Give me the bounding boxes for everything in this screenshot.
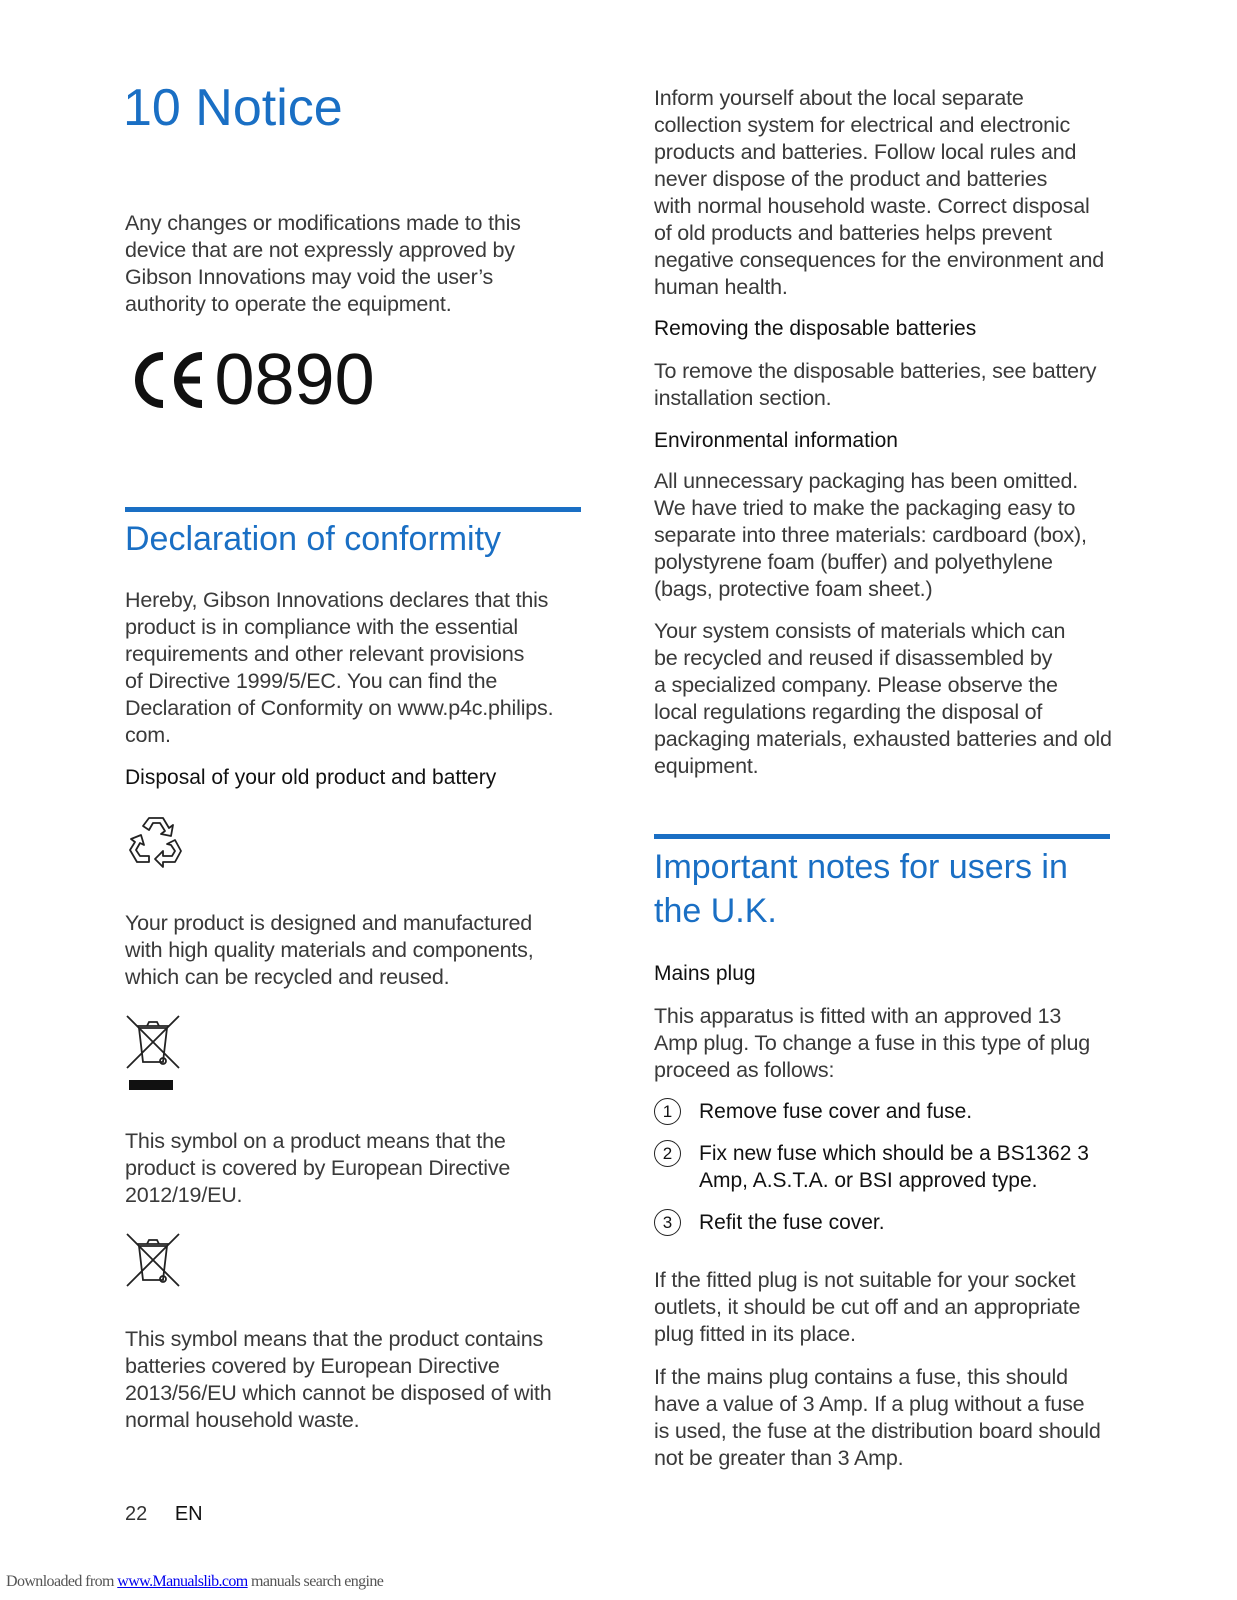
text-line: a specialized company. Please observe the	[654, 673, 1058, 697]
section-divider	[654, 834, 1110, 839]
text-line: of Directive 1999/5/EC. You can find the	[125, 669, 498, 693]
text-line: com.	[125, 723, 171, 747]
text-line: 2012/19/EU.	[125, 1183, 243, 1207]
fuse-paragraph	[654, 1364, 1101, 1472]
page-number: 22	[125, 1503, 148, 1525]
text-line: authority to operate the equipment.	[125, 292, 452, 316]
text-line: batteries covered by European Directive	[125, 1354, 500, 1378]
text-line: To remove the disposable batteries, see battery	[654, 359, 1097, 383]
step-3	[654, 1209, 885, 1236]
removing-paragraph	[654, 358, 1096, 412]
text-line: This symbol on a product means that the	[125, 1129, 506, 1153]
step-text	[699, 1209, 885, 1236]
text-line: polystyrene foam (buffer) and polyethylene	[654, 550, 1053, 574]
text-line: Amp, A.S.T.A. or BSI approved type.	[699, 1169, 1038, 1192]
step-2	[654, 1140, 1089, 1194]
text-line: with normal household waste. Correct disposal	[654, 194, 1090, 218]
socket-paragraph	[654, 1267, 1080, 1348]
text-line: Inform yourself about the local separate	[654, 86, 1024, 110]
step-text	[699, 1140, 1089, 1194]
text-line: Remove fuse cover and fuse.	[699, 1100, 973, 1123]
text-line: which can be recycled and reused.	[125, 965, 450, 989]
section-divider	[125, 507, 581, 512]
text-line: equipment.	[654, 754, 759, 778]
battery-paragraph	[125, 1326, 551, 1434]
download-watermark	[6, 1573, 383, 1591]
step-text	[699, 1098, 972, 1125]
text-line: Hereby, Gibson Innovations declares that this	[125, 588, 549, 612]
text-line: products and batteries. Follow local rules and	[654, 140, 1077, 164]
recycle-icon	[127, 814, 185, 870]
text-line: not be greater than 3 Amp.	[654, 1446, 904, 1470]
text-line: plug fitted in its place.	[654, 1322, 856, 1346]
removing-batteries-heading: Removing the disposable batteries	[654, 317, 977, 340]
watermark-prefix: Downloaded from	[6, 1573, 118, 1590]
text-line: packaging materials, exhausted batteries and old	[654, 727, 1112, 751]
text-line: This symbol means that the product contains	[125, 1327, 544, 1351]
text-line: the U.K.	[654, 892, 777, 930]
manualslib-link[interactable]: www.Manualslib.com	[117, 1573, 248, 1590]
text-line: Fix new fuse which should be a BS1362 3	[699, 1142, 1089, 1165]
text-line: is used, the fuse at the distribution board should	[654, 1419, 1101, 1443]
mains-plug-heading: Mains plug	[654, 962, 756, 985]
text-line: human health.	[654, 275, 788, 299]
text-line: Refit the fuse cover.	[699, 1211, 885, 1234]
declaration-heading: Declaration of conformity	[125, 520, 502, 558]
text-line: product is in compliance with the essential	[125, 615, 518, 639]
battery-bin-icon	[125, 1232, 181, 1288]
disposal-heading: Disposal of your old product and battery	[125, 766, 497, 789]
text-line: of old products and batteries helps prevent	[654, 221, 1052, 245]
mains-paragraph	[654, 1003, 1090, 1084]
text-line: product is covered by European Directive	[125, 1156, 511, 1180]
materials-paragraph	[654, 618, 1112, 780]
step-number: 1	[654, 1098, 681, 1125]
text-line: have a value of 3 Amp. If a plug without a fuse	[654, 1392, 1085, 1416]
text-line: device that are not expressly approved by	[125, 238, 515, 262]
text-line: outlets, it should be cut off and an appropriate	[654, 1295, 1081, 1319]
text-line: local regulations regarding the disposal of	[654, 700, 1043, 724]
text-line: installation section.	[654, 386, 832, 410]
text-line: This apparatus is fitted with an approved 13	[654, 1004, 1062, 1028]
intro-paragraph	[125, 210, 521, 318]
text-line: Amp plug. To change a fuse in this type of plug	[654, 1031, 1091, 1055]
ce-marking	[132, 340, 375, 420]
text-line: proceed as follows:	[654, 1058, 835, 1082]
text-line: Gibson Innovations may void the user’s	[125, 265, 494, 289]
text-line: 2013/56/EU which cannot be disposed of with	[125, 1381, 552, 1405]
page-title: 10 Notice	[123, 79, 343, 137]
text-line: We have tried to make the packaging easy to	[654, 496, 1076, 520]
ce-logo-icon	[132, 350, 208, 410]
declaration-paragraph	[125, 587, 553, 749]
language-code: EN	[174, 1503, 203, 1525]
step-number: 2	[654, 1140, 681, 1167]
text-line: never dispose of the product and batteries	[654, 167, 1048, 191]
text-line: All unnecessary packaging has been omitted.	[654, 469, 1079, 493]
step-number: 3	[654, 1209, 681, 1236]
text-line: be recycled and reused if disassembled by	[654, 646, 1053, 670]
ce-number: 0890	[214, 340, 375, 420]
environmental-paragraph	[654, 468, 1087, 603]
watermark-suffix: manuals search engine	[247, 1573, 384, 1590]
step-1	[654, 1098, 972, 1125]
uk-notes-heading	[654, 845, 1068, 933]
text-line: requirements and other relevant provisions	[125, 642, 525, 666]
text-line: Your system consists of materials which can	[654, 619, 1066, 643]
text-line: Important notes for users in	[654, 848, 1068, 886]
recycle-paragraph	[125, 910, 534, 991]
text-line: Any changes or modifications made to this	[125, 211, 521, 235]
collection-paragraph	[654, 85, 1104, 301]
text-line: normal household waste.	[125, 1408, 360, 1432]
environmental-heading: Environmental information	[654, 429, 898, 452]
text-line: with high quality materials and components,	[125, 938, 534, 962]
text-line: Declaration of Conformity on www.p4c.philips.	[125, 696, 554, 720]
text-line: collection system for electrical and electronic	[654, 113, 1071, 137]
text-line: If the mains plug contains a fuse, this should	[654, 1365, 1068, 1389]
weee-paragraph	[125, 1128, 510, 1209]
text-line: If the fitted plug is not suitable for your socket	[654, 1268, 1076, 1292]
page-footer	[125, 1503, 203, 1526]
text-line: Your product is designed and manufactured	[125, 911, 532, 935]
text-line: negative consequences for the environment and	[654, 248, 1104, 272]
weee-bin-icon	[125, 1014, 181, 1092]
text-line: separate into three materials: cardboard (box),	[654, 523, 1087, 547]
text-line: (bags, protective foam sheet.)	[654, 577, 933, 601]
